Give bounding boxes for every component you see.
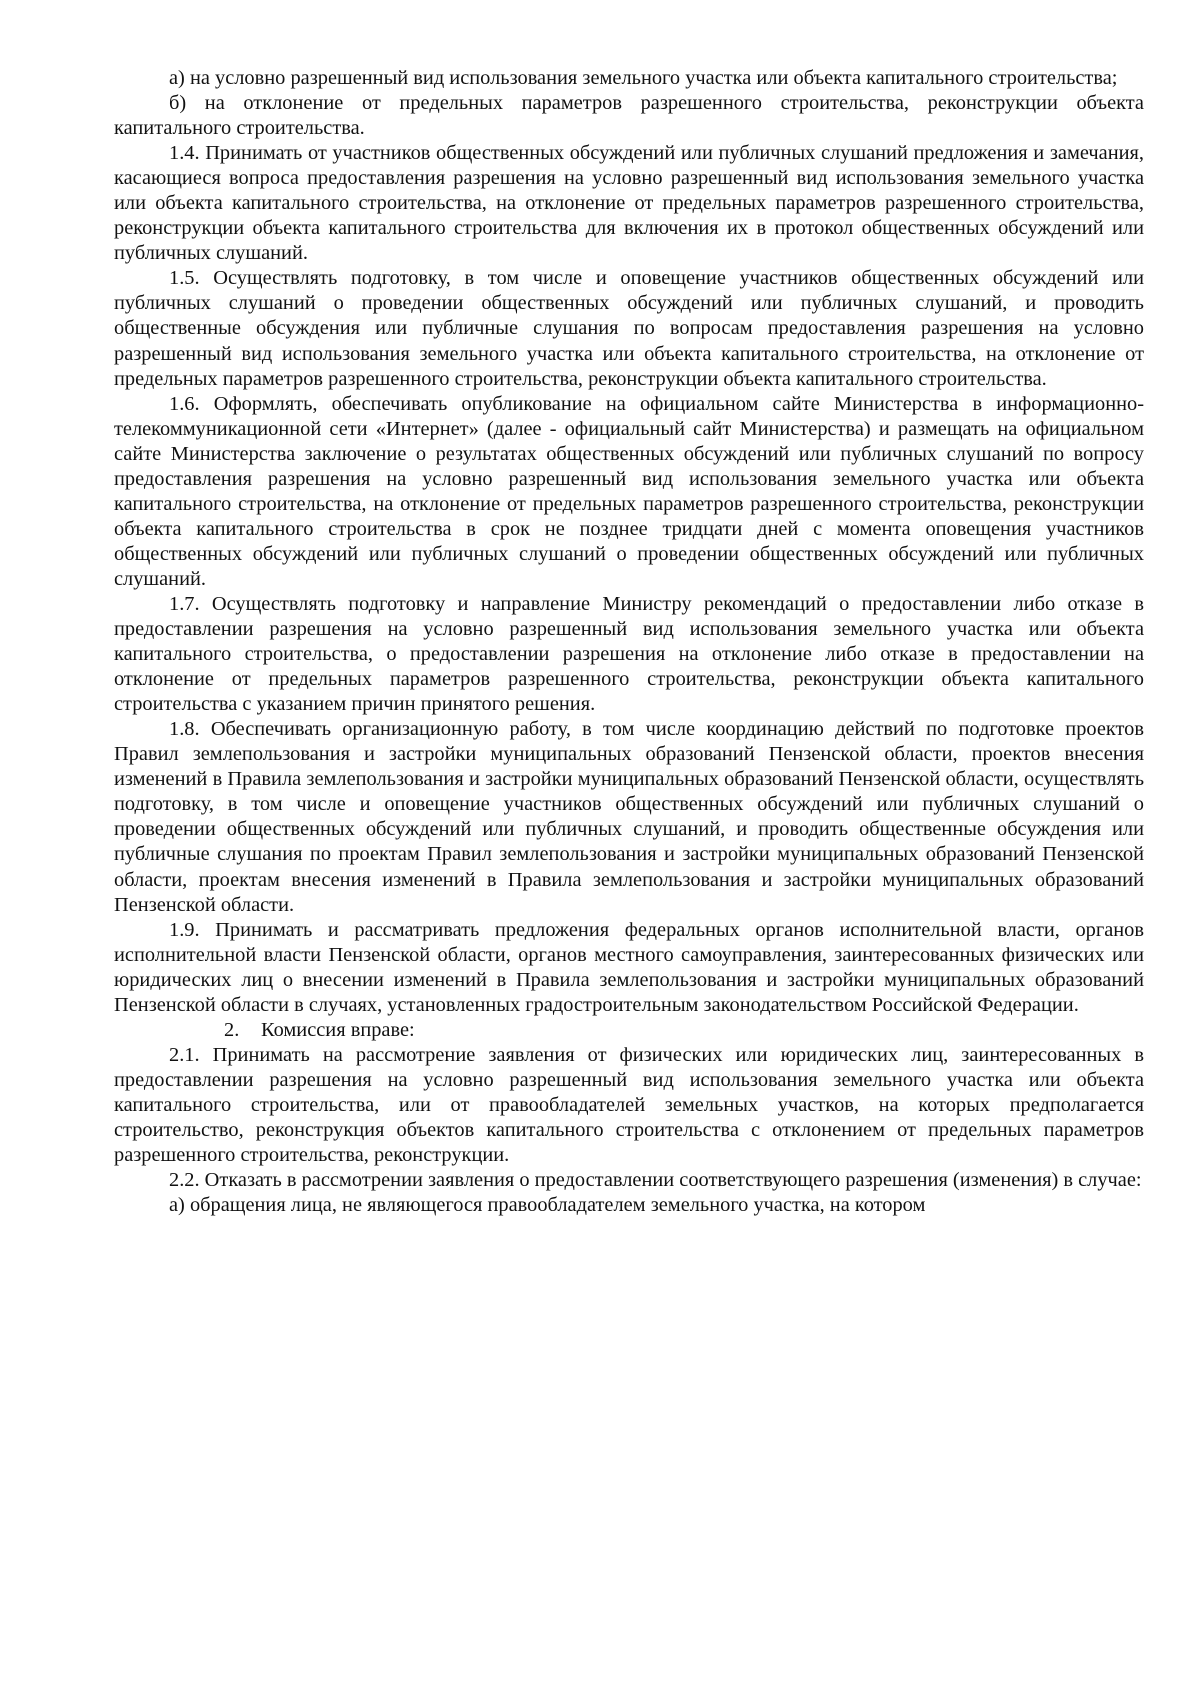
paragraph-1-9: 1.9. Принимать и рассматривать предложения федеральных органов исполнительной власти, органов исполнительной власти Пензенской области, органов местного самоуправления, заинтересованных физических или юридических лиц о внесении изменений в Правила землепользования и застройки муниципальных образований Пензенской области в случаях, установленных градостроительным законодательством Российской Федерации. xyxy=(114,918,1144,1016)
paragraph-1-4: 1.4. Принимать от участников общественных обсуждений или публичных слушаний предложения и замечания, касающиеся вопроса предоставления разрешения на условно разрешенный вид использования земельного участка или объекта капитального строительства, на отклонение от предельных параметров разрешенного строительства, реконструкции объекта капитального строительства для включения их в протокол общественных обсуждений или публичных слушаний. xyxy=(114,142,1144,265)
paragraph-item-a-conditional-use: а) на условно разрешенный вид использования земельного участка или объекта капитального строительства; xyxy=(169,67,1118,89)
paragraph-item-b-deviation: б) на отклонение от предельных параметров разрешенного строительства, реконструкции объекта капитального строительства. xyxy=(114,92,1144,140)
document-body xyxy=(114,66,1144,1218)
paragraph-1-6: 1.6. Оформлять, обеспечивать опубликование на официальном сайте Министерства в информационно-телекоммуникационной сети «Интернет» (далее - официальный сайт Министерства) и размещать на официальном сайте Министерства заключение о результатах общественных обсуждений или публичных слушаний по вопросу предоставления разрешения на условно разрешенный вид использования земельного участка или объекта капитального строительства, на отклонение от предельных параметров разрешенного строительства, реконструкции объекта капитального строительства в срок не позднее тридцати дней с момента оповещения участников общественных обсуждений или публичных слушаний о проведении общественных обсуждений или публичных слушаний. xyxy=(114,392,1144,590)
section-2-title: Комиссия вправе: xyxy=(261,1018,415,1041)
paragraph-2-2: 2.2. Отказать в рассмотрении заявления о предоставлении соответствующего разрешения (изменения) в случае: xyxy=(169,1169,1142,1192)
paragraph-1-5: 1.5. Осуществлять подготовку, в том числе и оповещение участников общественных обсуждений или публичных слушаний о проведении общественных обсуждений или публичных слушаний, и проводить общественные обсуждения или публичные слушания по вопросам предоставления разрешения на условно разрешенный вид использования земельного участка или объекта капитального строительства, на отклонение от предельных параметров разрешенного строительства, реконструкции объекта капитального строительства. xyxy=(114,267,1144,390)
section-2-number: 2. xyxy=(224,1018,240,1041)
paragraph-2-1: 2.1. Принимать на рассмотрение заявления от физических или юридических лиц, заинтересованных в предоставлении разрешения на условно разрешенный вид использования земельного участка или объекта капитального строительства, или от правообладателей земельных участков, на которых предполагается строительство, реконструкция объектов капитального строительства с отклонением от предельных параметров разрешенного строительства, реконструкции. xyxy=(114,1043,1144,1167)
paragraph-1-8: 1.8. Обеспечивать организационную работу, в том числе координацию действий по подготовке проектов Правил землепользования и застройки муниципальных образований Пензенской области, проектов внесения изменений в Правила землепользования и застройки муниципальных образований Пензенской области, осуществлять подготовку, в том числе и оповещение участников общественных обсуждений или публичных слушаний о проведении общественных обсуждений или публичных слушаний, и проводить общественные обсуждения или публичные слушания по проектам Правил землепользования и застройки муниципальных образований Пензенской области, проектам внесения изменений в Правила землепользования и застройки муниципальных образований Пензенской области. xyxy=(114,718,1144,916)
paragraph-item-a-refusal: а) обращения лица, не являющегося правообладателем земельного участка, на котором xyxy=(169,1194,926,1217)
section-2-heading xyxy=(114,1018,1144,1043)
paragraph-1-7: 1.7. Осуществлять подготовку и направление Министру рекомендаций о предоставлении либо отказе в предоставлении разрешения на условно разрешенный вид использования земельного участка или объекта капитального строительства, о предоставлении разрешения на отклонение либо отказе в предоставлении на отклонение от предельных параметров разрешенного строительства, реконструкции объекта капитального строительства с указанием причин принятого решения. xyxy=(114,592,1144,716)
